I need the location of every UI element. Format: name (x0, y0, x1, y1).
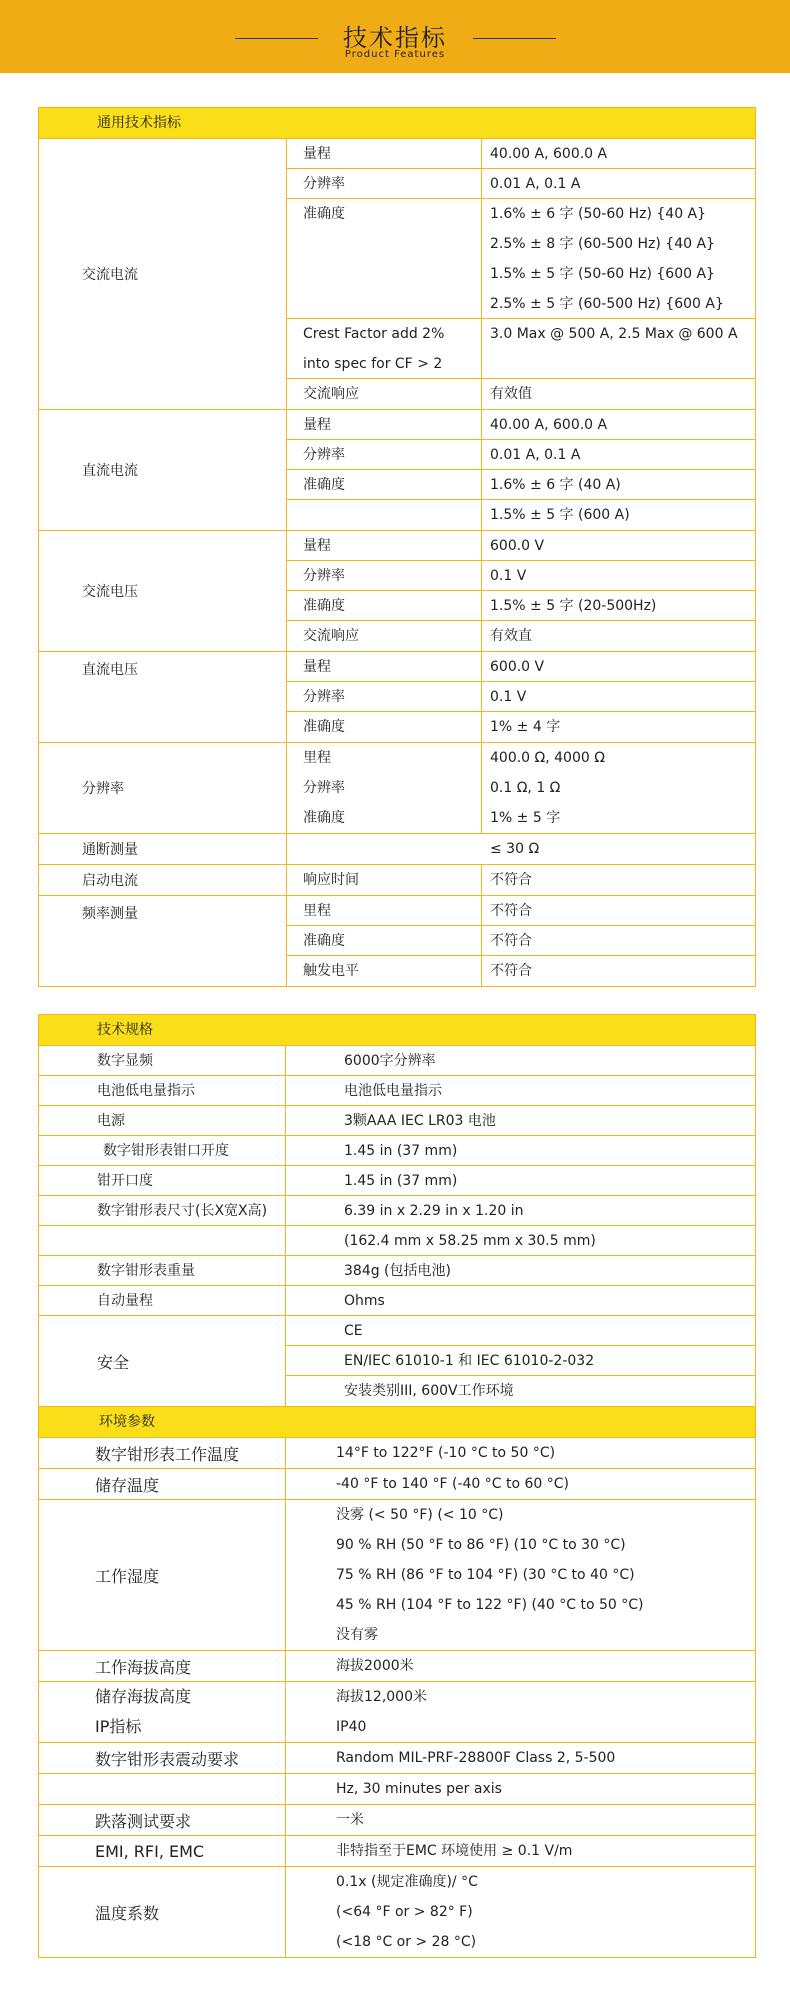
row-value: 75 % RH (86 °F to 104 °F) (30 °C to 40 °C) (336, 1567, 635, 1583)
env-row (39, 1805, 755, 1836)
group-name: 交流电流 (39, 139, 287, 409)
row-value: 没有雾 (336, 1627, 378, 1643)
row-label: 电源 (39, 1106, 286, 1135)
row-value: 0.01 A, 0.1 A (490, 176, 581, 192)
row-label: 分辨率 (287, 561, 482, 590)
row-label: 量程 (287, 652, 482, 681)
group-ac-voltage (39, 531, 755, 652)
row-value: 电池低电量指示 (344, 1083, 442, 1099)
row-value: 有效值 (490, 386, 532, 402)
row-label (287, 834, 482, 864)
row-label: 准确度 (287, 199, 482, 318)
row-value: 2.5% ± 8 字 (60-500 Hz) {40 A} (490, 236, 715, 252)
group-resistance (39, 743, 755, 834)
group-inrush (39, 865, 755, 896)
row-value: 1.45 in (37 mm) (344, 1143, 458, 1159)
general-spec-table (38, 107, 756, 987)
env-row (39, 1651, 755, 1682)
row-value: -40 °F to 140 °F (-40 °C to 60 °C) (336, 1476, 570, 1492)
row-label: 准确度 (287, 591, 482, 620)
row-label: EMI, RFI, EMC (39, 1836, 286, 1866)
row-value: 1% ± 4 字 (490, 719, 561, 735)
row-value: 1.6% ± 6 字 (50-60 Hz) {40 A} (490, 206, 707, 222)
row-label: 数字钳形表震动要求 (39, 1743, 286, 1773)
row-value: 6.39 in x 2.29 in x 1.20 in (344, 1203, 524, 1219)
row-value: 40.00 A, 600.0 A (490, 417, 608, 433)
env-row (39, 1500, 755, 1651)
row-label: 储存温度 (39, 1469, 286, 1499)
row-value: 384g (包括电池) (344, 1263, 451, 1279)
page-subtitle: Product Features (344, 49, 446, 60)
row-value: (<64 °F or > 82° F) (336, 1904, 473, 1920)
group-name: 直流电压 (39, 652, 287, 742)
section-header-env: 环境参数 (39, 1407, 755, 1438)
row-value: 不符合 (490, 872, 532, 888)
row-value: 6000字分辨率 (344, 1053, 436, 1069)
group-dc-current (39, 410, 755, 531)
row-label: 准确度 (287, 926, 482, 955)
row-label: 分辨率 (287, 440, 482, 469)
env-row (39, 1774, 755, 1805)
row-value: 0.1 Ω, 1 Ω (490, 780, 561, 796)
row-value: 45 % RH (104 °F to 122 °F) (40 °C to 50 °C) (336, 1597, 644, 1613)
row-label: 交流响应 (287, 621, 482, 651)
row-value: 非特指至于EMC 环境使用 ≥ 0.1 V/m (336, 1843, 573, 1859)
group-name: 交流电压 (39, 531, 287, 651)
section-header-spec: 技术规格 (39, 1015, 755, 1046)
row-label (39, 1226, 286, 1255)
env-row (39, 1438, 755, 1469)
row-label: 量程 (287, 531, 482, 560)
row-label: 里程 (287, 743, 482, 773)
group-frequency (39, 896, 755, 986)
row-label: Crest Factor add 2% (303, 326, 445, 342)
row-value: 600.0 V (490, 659, 545, 675)
row-label: 储存海拔高度 (95, 1687, 192, 1706)
row-value: ≤ 30 Ω (490, 841, 540, 857)
group-ac-current (39, 139, 755, 410)
row-label: 量程 (287, 410, 482, 439)
row-value: Random MIL-PRF-28800F Class 2, 5-500 (336, 1750, 616, 1766)
row-value: 2.5% ± 5 字 (60-500 Hz) {600 A} (490, 296, 724, 312)
row-value: 90 % RH (50 °F to 86 °F) (10 °C to 30 °C) (336, 1537, 626, 1553)
row-value: 0.1 V (490, 689, 527, 705)
row-value: 1.5% ± 5 字 (20-500Hz) (490, 598, 657, 614)
env-row (39, 1469, 755, 1500)
row-value: 1% ± 5 字 (490, 810, 561, 826)
row-value: 0.1 V (490, 568, 527, 584)
group-name: 频率测量 (39, 896, 287, 986)
group-name: 分辨率 (39, 743, 287, 833)
row-label: 工作湿度 (39, 1500, 286, 1650)
row-value: 14°F to 122°F (-10 °C to 50 °C) (336, 1445, 556, 1461)
env-row (39, 1682, 755, 1743)
row-value: EN/IEC 61010-1 和 IEC 61010-2-032 (344, 1353, 595, 1369)
row-value: Hz, 30 minutes per axis (336, 1781, 502, 1797)
row-label: 数字钳形表尺寸(长X宽X高) (39, 1196, 286, 1225)
env-row (39, 1836, 755, 1867)
row-label: 触发电平 (287, 956, 482, 986)
row-value: 3颗AAA IEC LR03 电池 (344, 1113, 496, 1129)
page-title: 技术指标 (343, 24, 447, 52)
row-label: 量程 (287, 139, 482, 168)
row-value: 400.0 Ω, 4000 Ω (490, 750, 605, 766)
row-value: 不符合 (490, 963, 532, 979)
row-label: 数字钳形表重量 (39, 1256, 286, 1285)
row-value: 海拔2000米 (336, 1658, 414, 1674)
row-label: 数字钳形表工作温度 (39, 1438, 286, 1468)
row-value: 不符合 (490, 933, 532, 949)
row-label: 准确度 (287, 803, 482, 833)
row-label: 安全 (39, 1316, 286, 1406)
row-value: Ohms (344, 1293, 385, 1309)
row-label: 里程 (287, 896, 482, 925)
env-row (39, 1867, 755, 1957)
row-value: 40.00 A, 600.0 A (490, 146, 608, 162)
row-label: 工作海拔高度 (39, 1651, 286, 1681)
row-value: 0.01 A, 0.1 A (490, 447, 581, 463)
tech-spec-table (38, 1014, 756, 1958)
row-label: 电池低电量指示 (39, 1076, 286, 1105)
row-value: 一米 (336, 1812, 364, 1828)
group-name: 直流电流 (39, 410, 287, 530)
row-value: 3.0 Max @ 500 A, 2.5 Max @ 600 A (490, 326, 738, 342)
row-value: 不符合 (490, 903, 532, 919)
row-value: CE (344, 1323, 363, 1339)
row-value: 安装类别III, 600V工作环境 (344, 1383, 514, 1399)
row-value: IP40 (336, 1719, 367, 1735)
row-label: 分辨率 (287, 169, 482, 198)
row-value: 1.6% ± 6 字 (40 A) (490, 477, 621, 493)
group-dc-voltage (39, 652, 755, 743)
row-value: 有效直 (490, 628, 532, 644)
group-continuity (39, 834, 755, 865)
row-label: 数字显频 (39, 1046, 286, 1075)
row-label: 准确度 (287, 712, 482, 742)
row-value: 没雾 (< 50 °F) (< 10 °C) (336, 1507, 504, 1523)
row-value: (162.4 mm x 58.25 mm x 30.5 mm) (344, 1233, 596, 1249)
row-value: 1.5% ± 5 字 (600 A) (490, 507, 630, 523)
row-value: 600.0 V (490, 538, 545, 554)
row-label: 准确度 (287, 470, 482, 499)
row-label: 交流响应 (287, 379, 482, 409)
row-value: 0.1x (规定准确度)/ °C (336, 1874, 478, 1890)
row-label: 分辨率 (287, 773, 482, 803)
row-value: 海拔12,000米 (336, 1689, 427, 1705)
group-safety (39, 1316, 755, 1407)
row-label: 钳开口度 (39, 1166, 286, 1195)
row-value: (<18 °C or > 28 °C) (336, 1934, 477, 1950)
section-header-general: 通用技术指标 (39, 108, 755, 139)
title-banner (0, 0, 790, 73)
row-value: 1.45 in (37 mm) (344, 1173, 458, 1189)
row-label: into spec for CF > 2 (303, 356, 443, 372)
group-name: 通断测量 (39, 834, 287, 864)
row-label: 温度系数 (39, 1867, 286, 1957)
row-label (39, 1774, 286, 1804)
group-name: 启动电流 (39, 865, 287, 895)
row-value: 1.5% ± 5 字 (50-60 Hz) {600 A} (490, 266, 715, 282)
row-label: 分辨率 (287, 682, 482, 711)
row-label: IP指标 (95, 1717, 142, 1736)
row-label: 响应时间 (287, 865, 482, 895)
row-label: 数字钳形表钳口开度 (39, 1136, 286, 1165)
row-label: 跌落测试要求 (39, 1805, 286, 1835)
row-label: 自动量程 (39, 1286, 286, 1315)
env-row (39, 1743, 755, 1774)
